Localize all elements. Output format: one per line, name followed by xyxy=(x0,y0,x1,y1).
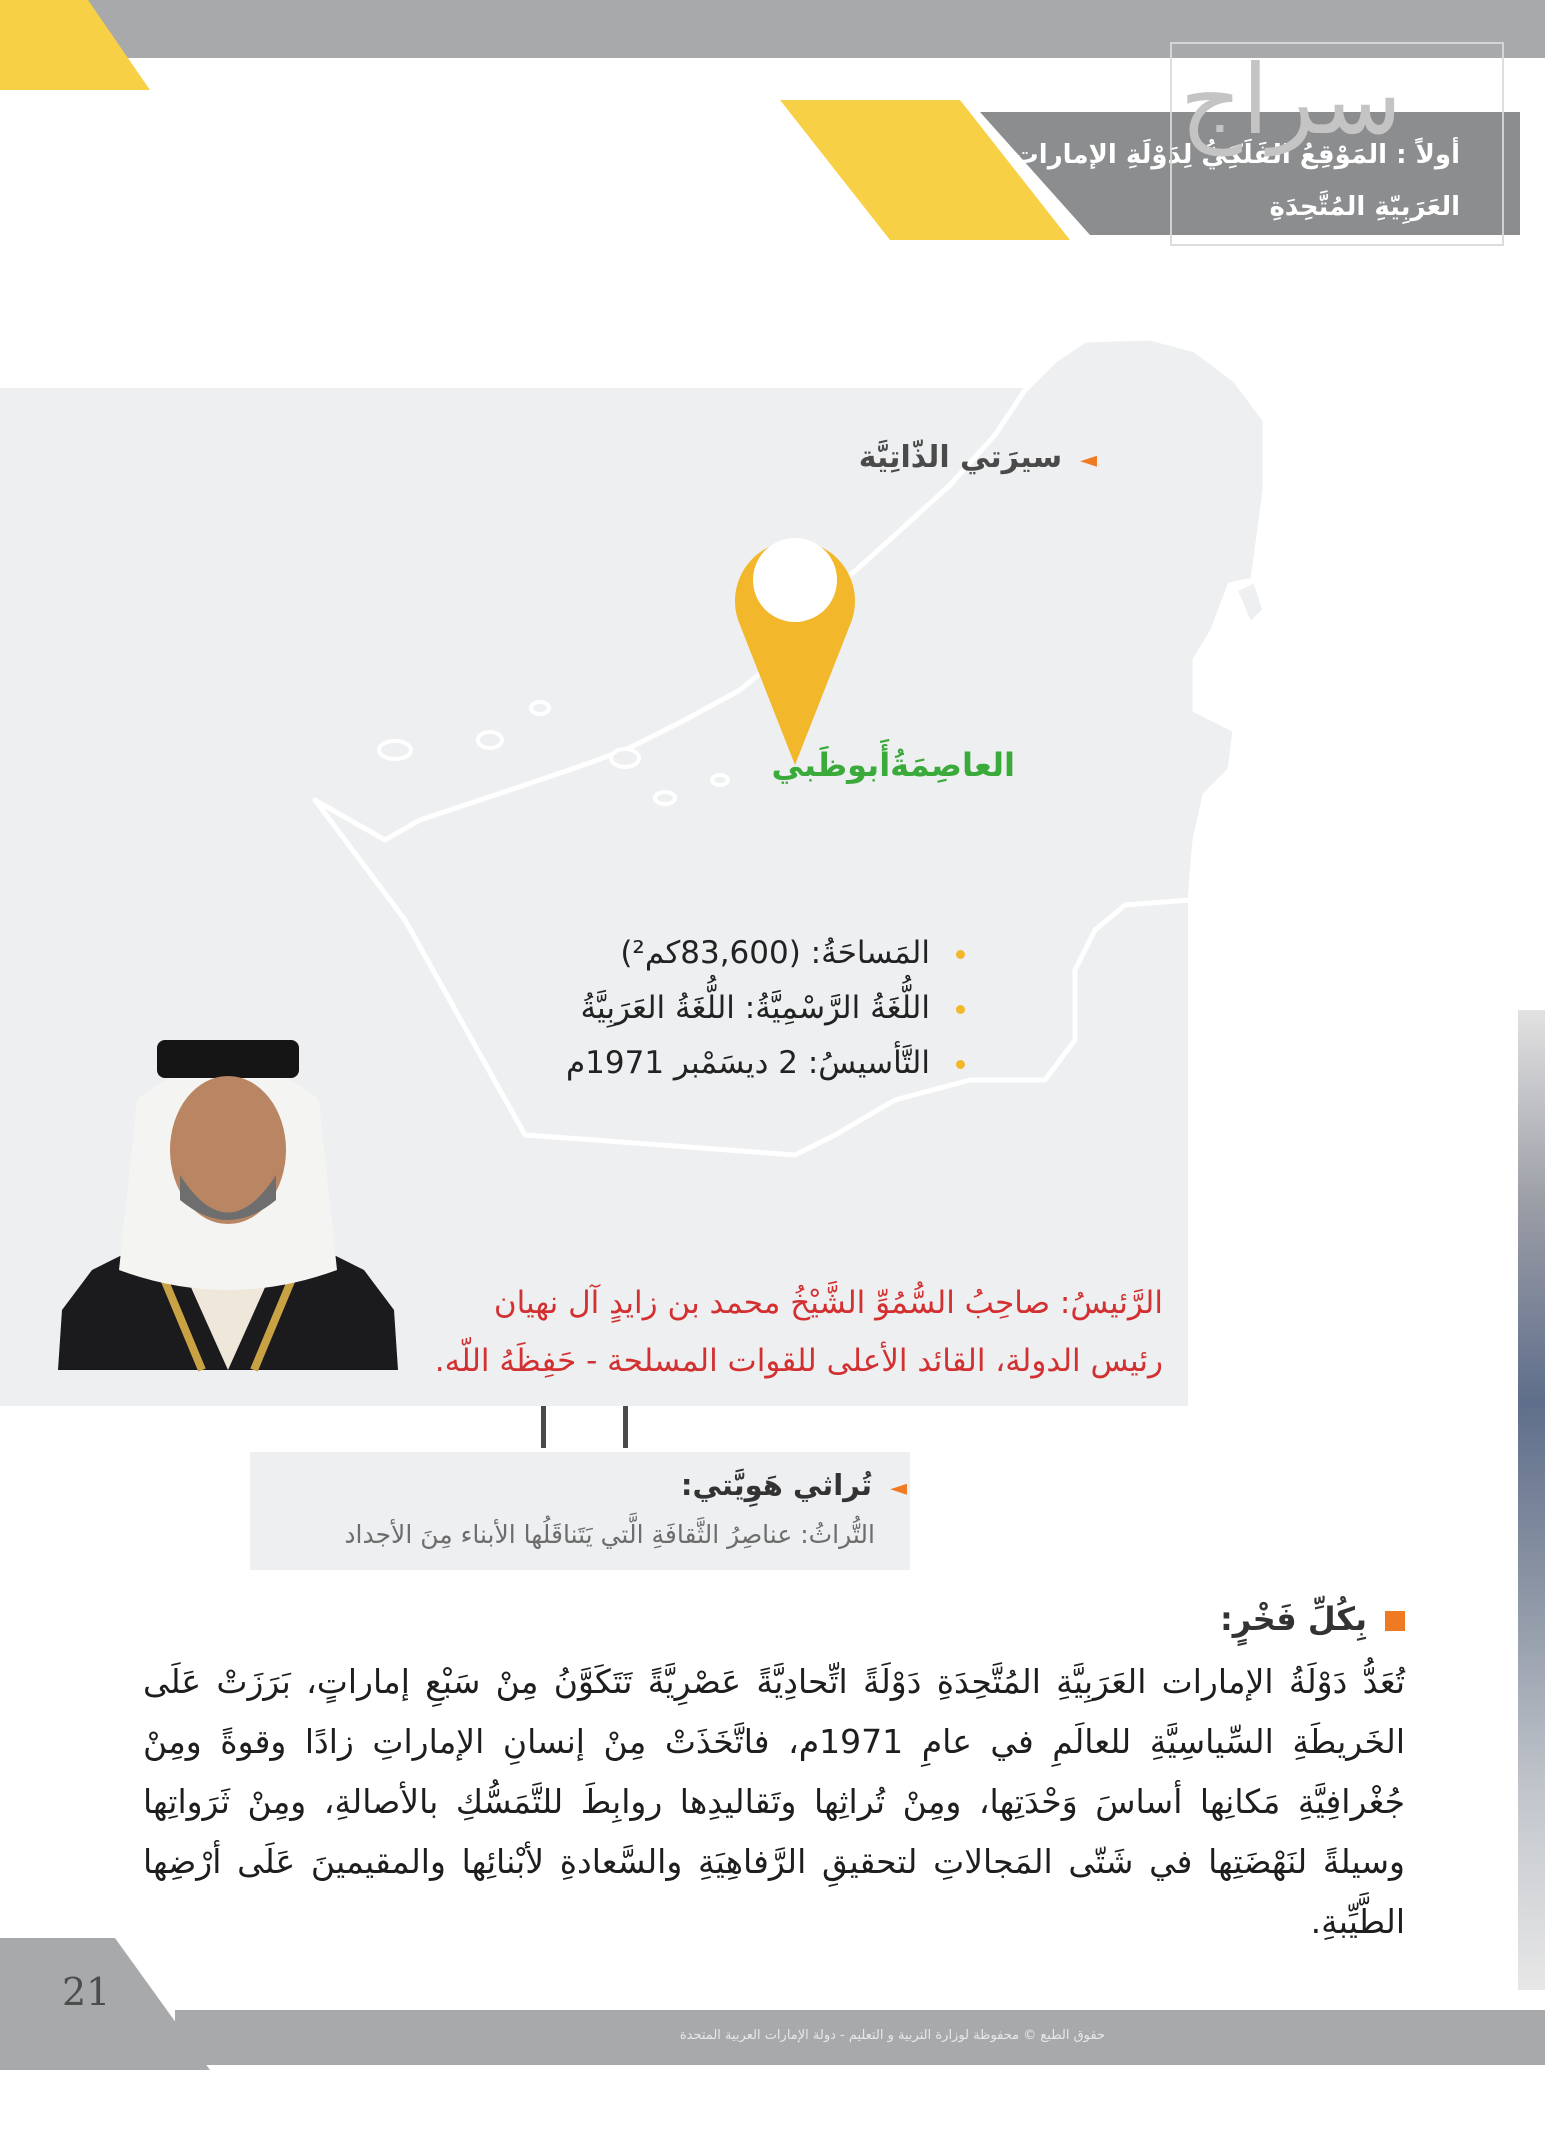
fact-area-text: المَساحَةُ: (83,600كم²) xyxy=(620,935,930,971)
orange-triangle-icon: ◄ xyxy=(890,1476,907,1501)
capital-label xyxy=(746,746,1015,784)
capital-name: أَبوظَبي xyxy=(771,746,891,784)
president-caption-line2: رئيس الدولة، القائد الأعلى للقوات المسلحة - حَفِظَهُ اللّه. xyxy=(434,1343,1163,1379)
fact-area xyxy=(566,935,965,971)
fact-founding xyxy=(566,1045,965,1081)
bullet-icon xyxy=(956,950,965,959)
island xyxy=(379,741,411,759)
pride-paragraph: تُعَدُّ دَوْلَةُ الإمارات العَرَبِيَّةِ المُتَّحِدَةِ دَوْلَةً اتِّحادِيَّةً عَصْرِيَّةً تَتَكَوَّنُ مِنْ سَبْعِ إماراتٍ، بَرَزَتْ عَلَى الخَريطَةِ السِّياسِيَّةِ للعالَمِ في عامِ 1971م، فاتَّخَذَتْ مِنْ إنسانِ الإماراتِ زادًا وقوةً ومِنْ جُغْرافِيَّةِ مَكانِها أساسَ وَحْدَتِها، ومِنْ تُراثِها وتَقاليدِها روابِطَ للتَّمَسُّكِ بالأصالةِ، ومِنْ ثَرَواتِها وسيلةً لنَهْضَتِها في شَتّى المَجالاتِ لتحقيقِ الرَّفاهِيَةِ والسَّعادةِ لأبْنائِها والمقيمينَ عَلَى أرْضِها الطَّيِّبةِ. xyxy=(143,1662,1405,1941)
fact-founding-text: التَّأسيسُ: 2 ديسَمْبر 1971م xyxy=(565,1045,930,1081)
fact-language-text: اللُّغَةُ الرَّسْمِيَّةُ: اللُّغَةُ العَرَبِيَّةُ xyxy=(580,990,930,1026)
section-title-sira xyxy=(859,440,1097,475)
side-photo-strip xyxy=(1518,1010,1545,1990)
bullet-icon xyxy=(956,1060,965,1069)
watermark-logo: سراج xyxy=(1180,44,1403,156)
page-number: 21 xyxy=(62,1970,111,2014)
connector-line xyxy=(623,1406,628,1448)
orange-triangle-icon: ◄ xyxy=(1080,448,1097,473)
president-portrait xyxy=(52,1010,404,1380)
capital-label-text: العاصِمَةُ xyxy=(890,746,1015,784)
top-yellow-accent xyxy=(0,0,150,90)
section-sira-label: سيرَتي الذّاتِيَّة xyxy=(858,440,1063,475)
copyright-text: حقوق الطبع © محفوظة لوزارة التربية و التعليم - دولة الإمارات العربية المتحدة xyxy=(679,2028,1105,2043)
island xyxy=(655,792,675,804)
island xyxy=(611,749,639,767)
island xyxy=(531,702,549,714)
president-caption-line1: الرَّئيسُ: صاحِبُ السُّمُوِّ الشَّيْخُ محمد بن زايدٍ آل نهيان xyxy=(493,1285,1163,1321)
pride-title xyxy=(1220,1600,1405,1638)
page-title-line1: أولاً : المَوْقِعُ الفَلَكِيُّ لِدَوْلَةِ الإمارات xyxy=(1012,140,1460,170)
connector-line xyxy=(541,1406,546,1448)
heritage-title-text: تُراثي هَوِيَّتي: xyxy=(680,1468,873,1502)
page-title-line2: العَرَبِيّةِ المُتَّحِدَةِ xyxy=(1269,192,1460,222)
facts-list xyxy=(566,935,965,1100)
fact-language xyxy=(566,990,965,1026)
heritage-title xyxy=(681,1468,907,1502)
orange-square-icon xyxy=(1385,1611,1405,1631)
pride-title-text: بِكُلِّ فَخْرٍ: xyxy=(1219,1600,1367,1638)
island xyxy=(478,732,502,748)
island xyxy=(712,775,728,785)
bullet-icon xyxy=(956,1005,965,1014)
heritage-definition: التُّراثُ: عناصِرُ الثَّقافَةِ الَّتي يَتَناقَلُها الأبناء مِنَ الأجداد xyxy=(344,1520,875,1549)
